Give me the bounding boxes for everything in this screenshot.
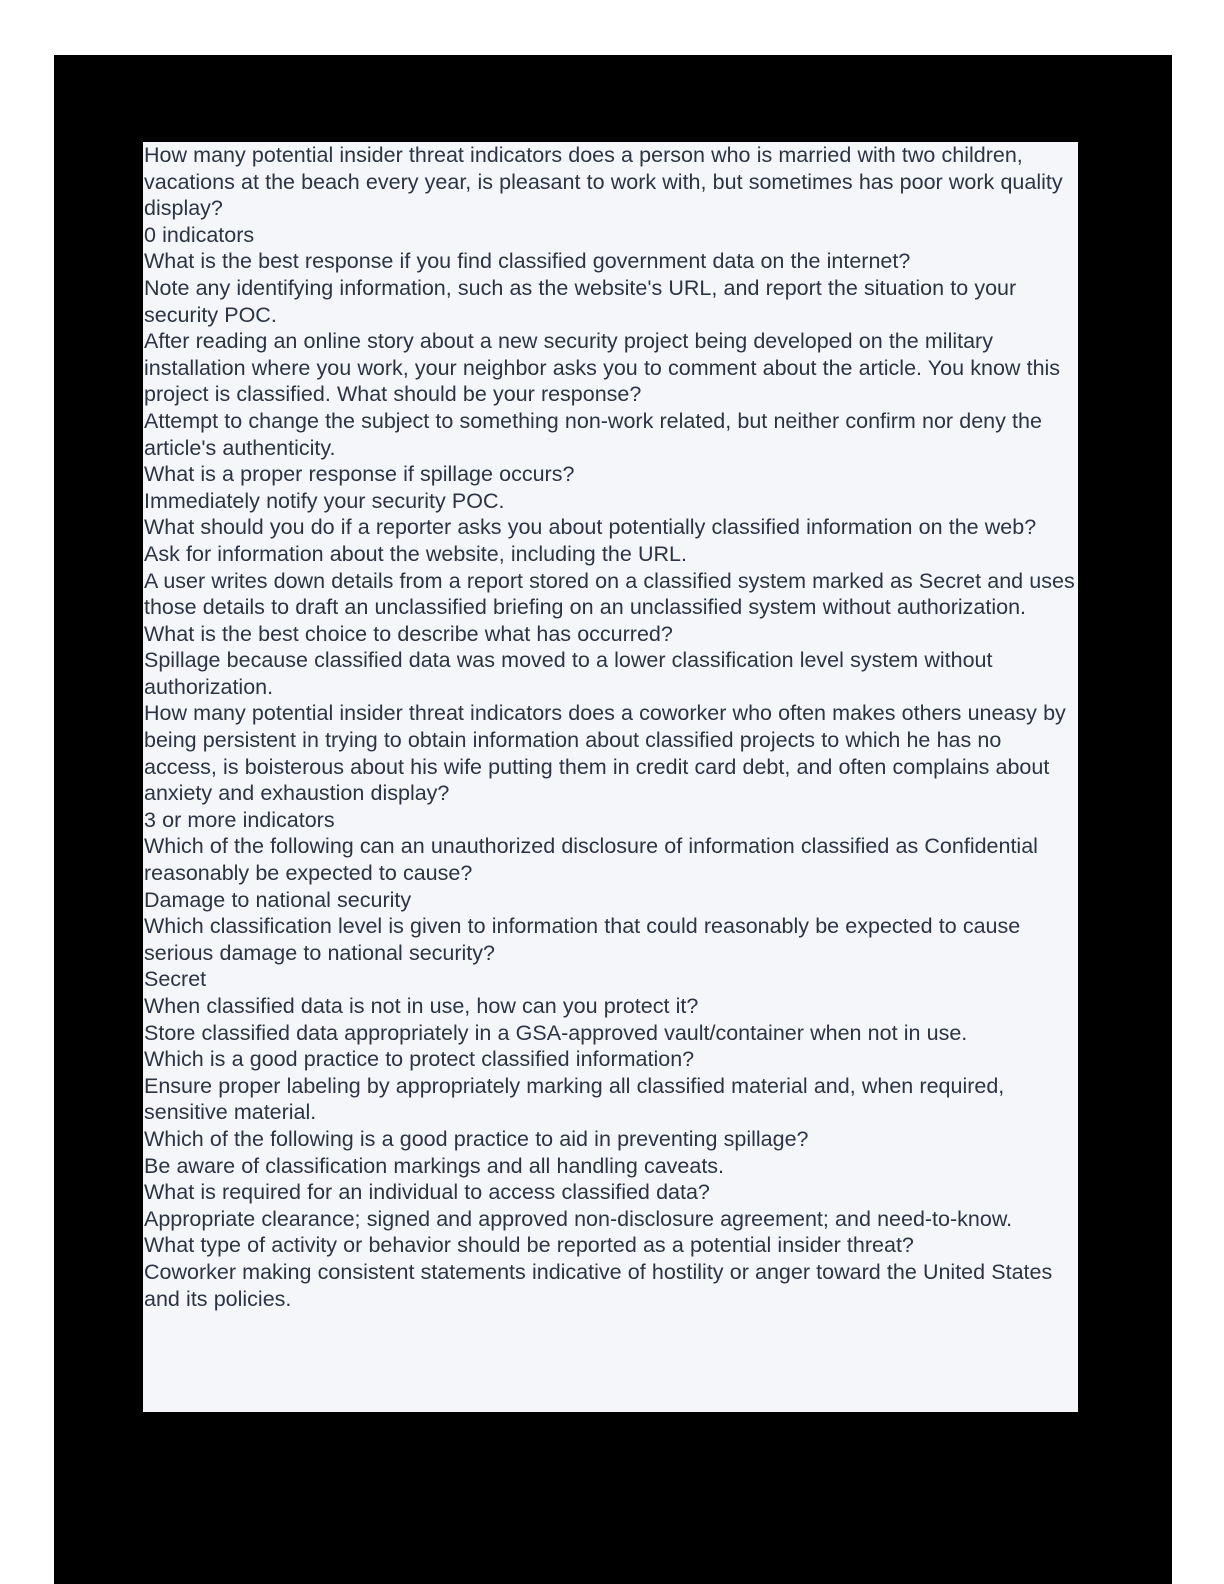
document-line: Which of the following can an unauthorized disclosure of information classified as Confidential reasonably be expected to cause?	[144, 834, 1038, 886]
document-line: Which classification level is given to information that could reasonably be expected to cause serious damage to national security?	[144, 914, 1021, 965]
document-line: Attempt to change the subject to something non-work related, but neither confirm nor deny the article's authenticity.	[144, 408, 1042, 460]
document-line: What type of activity or behavior should be reported as a potential insider threat?	[144, 1233, 914, 1258]
document-line: Note any identifying information, such as the website's URL, and report the situation to your security POC.	[144, 275, 1017, 327]
document-line: Damage to national security	[144, 887, 412, 912]
document-line: How many potential insider threat indicators does a coworker who often makes others uneasy by being persistent in trying to obtain information about classified projects to which he has no access, is boisterous about his wife putting them in credit card debt, and often complains about anxiety and exhaustion display?	[144, 701, 1066, 806]
document-line: Which of the following is a good practice to aid in preventing spillage?	[144, 1126, 809, 1151]
document-line: What is required for an individual to access classified data?	[144, 1180, 710, 1205]
document-line: What is a proper response if spillage occurs?	[144, 462, 575, 487]
document-line: Ask for information about the website, including the URL.	[144, 541, 687, 566]
qa-text-flow	[144, 142, 1076, 1312]
document-line: Immediately notify your security POC.	[144, 488, 505, 513]
document-line: Which is a good practice to protect classified information?	[144, 1047, 695, 1072]
document-line: How many potential insider threat indicators does a person who is married with two children, vacations at the beach every year, is pleasant to work with, but sometimes has poor work quality display?	[144, 143, 1063, 221]
document-line: Store classified data appropriately in a GSA-approved vault/container when not in use.	[144, 1020, 968, 1045]
document-line: What should you do if a reporter asks you about potentially classified information on the web?	[144, 515, 1037, 540]
document-line: Secret	[144, 967, 207, 992]
document-line: Coworker making consistent statements indicative of hostility or anger toward the United States and its policies.	[144, 1259, 1053, 1311]
document-line: Spillage because classified data was moved to a lower classification level system without authorization.	[144, 648, 993, 699]
document-line: 3 or more indicators	[144, 807, 335, 832]
document-line: What is the best response if you find classified government data on the internet?	[144, 249, 911, 274]
document-line: After reading an online story about a new security project being developed on the military installation where you work, your neighbor asks you to comment about the article. You know this project is classified. What should be your response?	[144, 329, 1061, 407]
document-line: Appropriate clearance; signed and approved non-disclosure agreement; and need-to-know.	[144, 1206, 1013, 1231]
document-line: Be aware of classification markings and all handling caveats.	[144, 1153, 725, 1178]
document-text-panel	[143, 142, 1078, 1412]
document-line: Ensure proper labeling by appropriately marking all classified material and, when required, sensitive material.	[144, 1073, 1005, 1125]
document-line: When classified data is not in use, how can you protect it?	[144, 994, 699, 1018]
document-line: 0 indicators	[144, 222, 255, 247]
document-line: A user writes down details from a report stored on a classified system marked as Secret and uses those details to draft an unclassified briefing on an unclassified system without authorization. What is the best choice to describe what has occurred?	[144, 568, 1075, 646]
